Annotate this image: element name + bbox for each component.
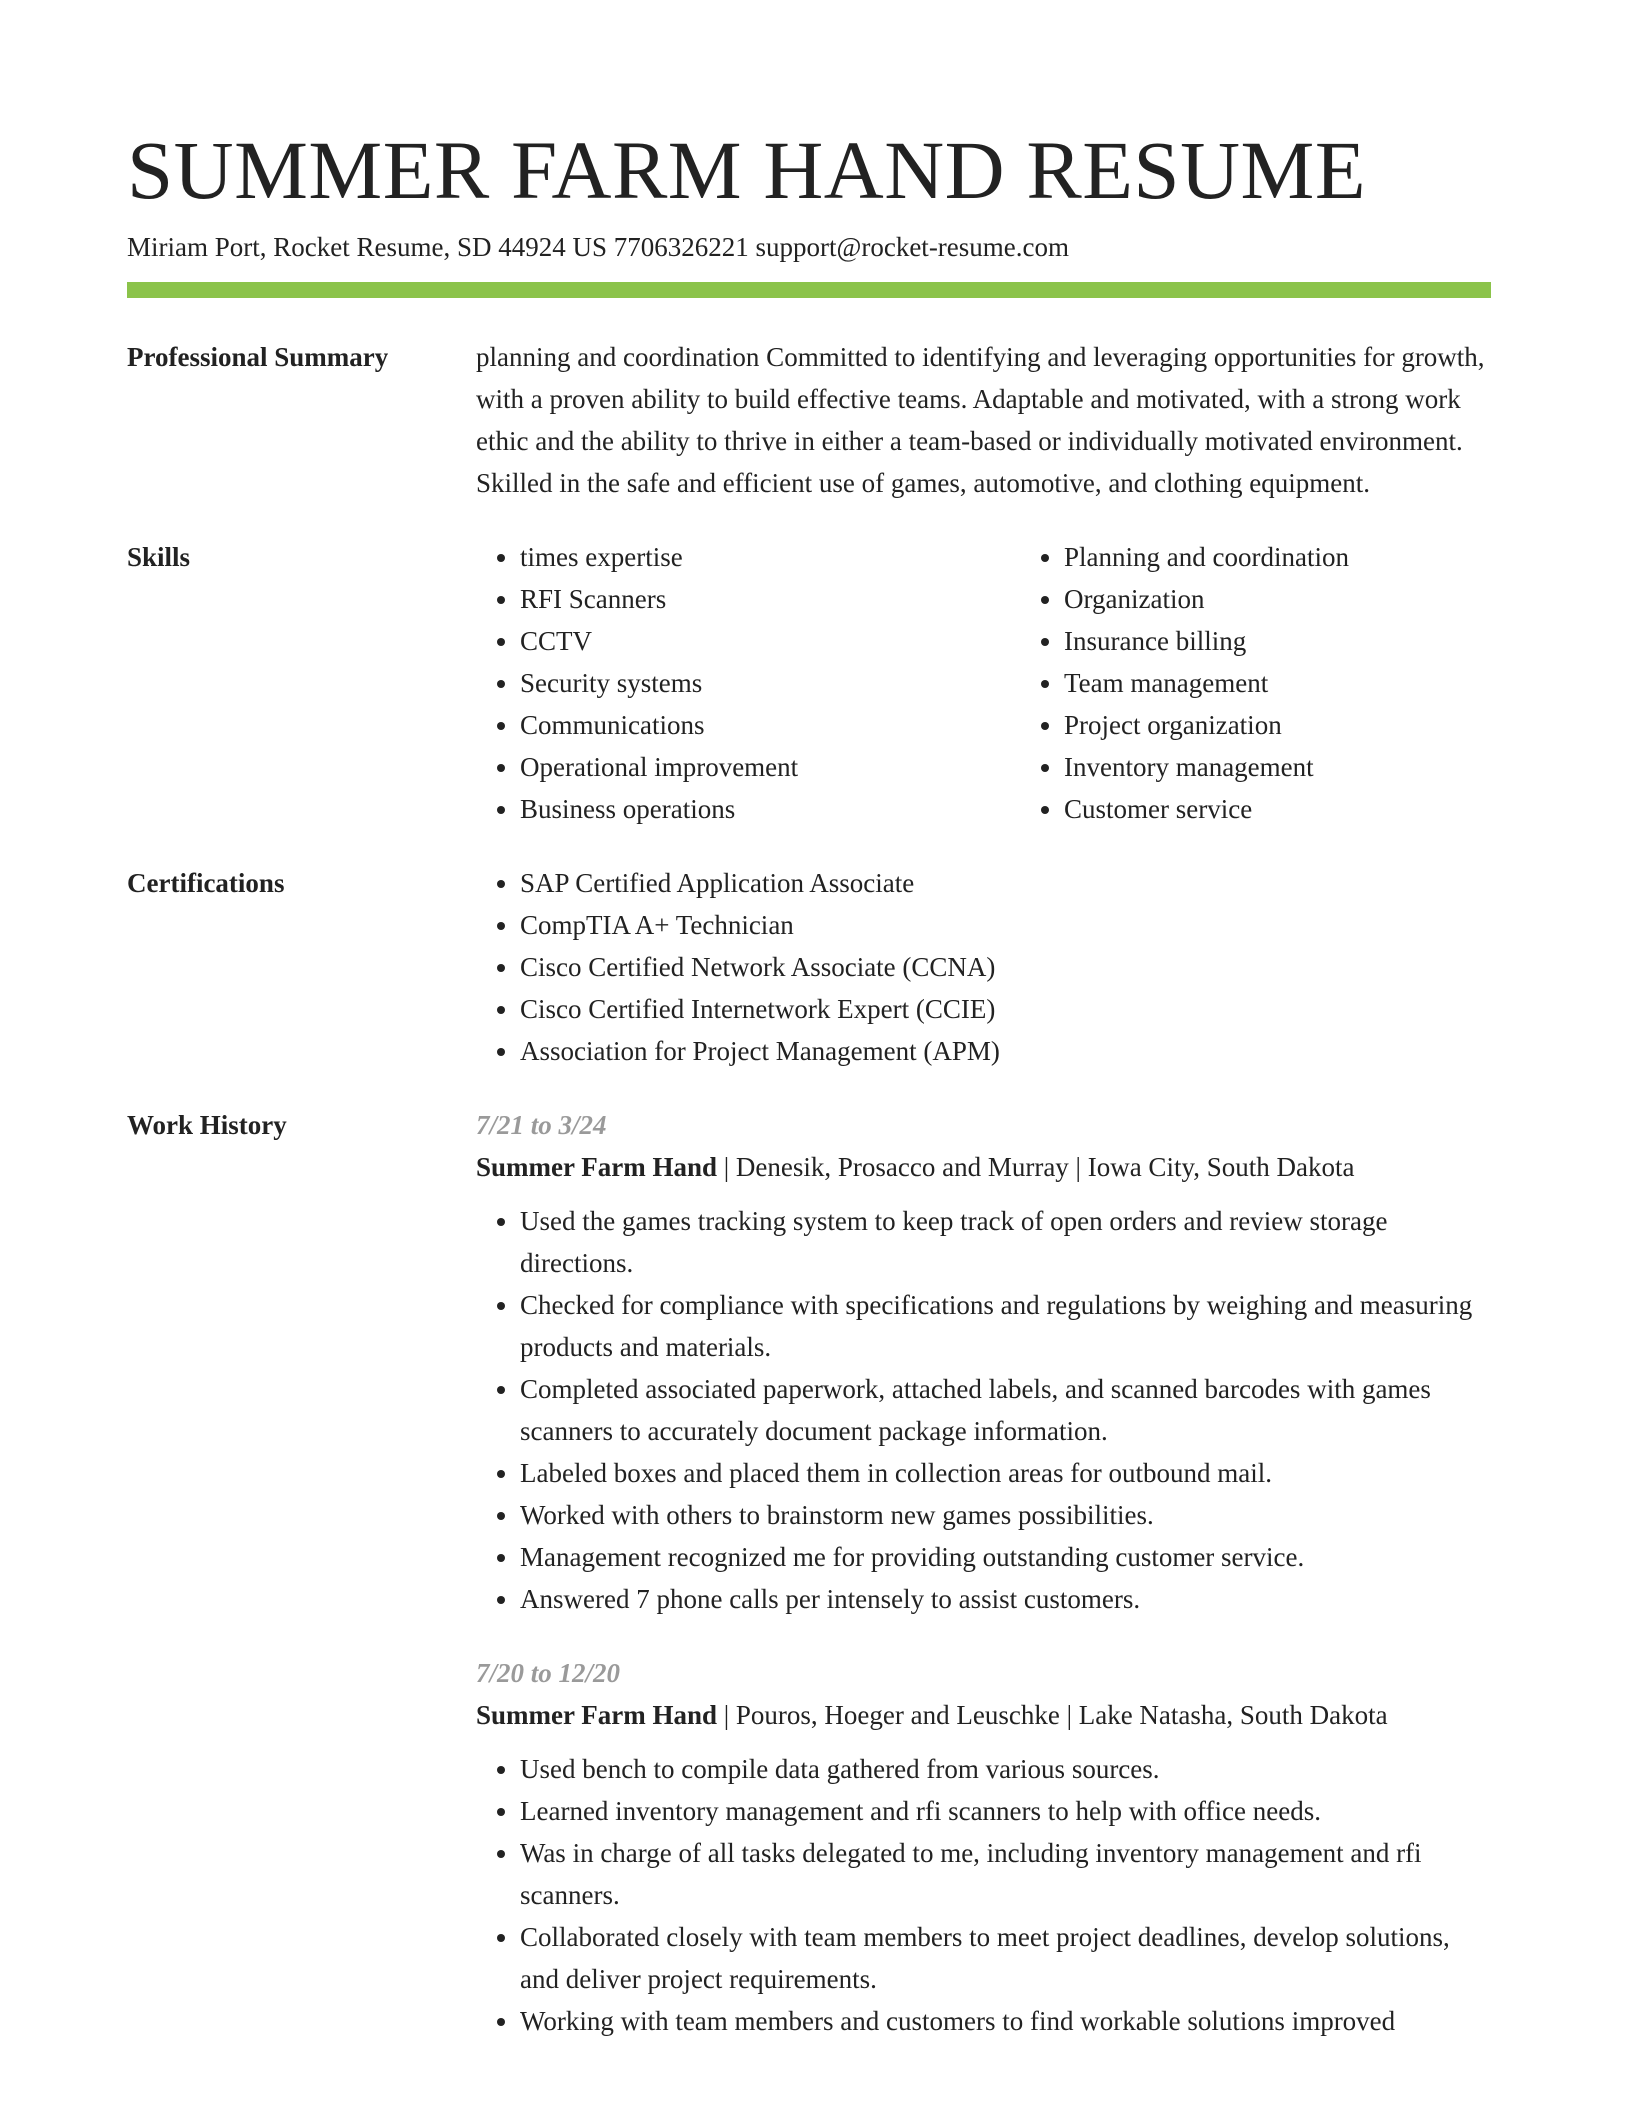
job-bullet: • Completed associated paperwork, attached labels, and scanned barcodes with games scanners to accurately document package information. bbox=[520, 1368, 1491, 1452]
certifications-section bbox=[127, 862, 1491, 1072]
certification-item: • Association for Project Management (APM) bbox=[520, 1030, 1491, 1072]
job-title: Summer Farm Hand bbox=[476, 1700, 717, 1730]
work-history-section bbox=[127, 1104, 1491, 2042]
job-bullet: • Collaborated closely with team members to meet project deadlines, develop solutions, and deliver project requirements. bbox=[520, 1916, 1491, 2000]
job-title-line bbox=[476, 1694, 1491, 1736]
job-bullet: • Used the games tracking system to keep track of open orders and review storage directions. bbox=[520, 1200, 1491, 1284]
job-entry bbox=[476, 1652, 1491, 2042]
job-title-line bbox=[476, 1146, 1491, 1188]
job-bullet: • Working with team members and customers to find workable solutions improved bbox=[520, 2000, 1491, 2042]
job-dates: 7/21 to 3/24 bbox=[476, 1110, 607, 1140]
certification-item: • CompTIA A+ Technician bbox=[520, 904, 1491, 946]
skill-item: • Organization bbox=[1064, 578, 1564, 620]
job-bullets bbox=[476, 1748, 1491, 2042]
certifications-list bbox=[476, 862, 1491, 1072]
job-dates: 7/20 to 12/20 bbox=[476, 1658, 621, 1688]
job-bullets bbox=[476, 1200, 1491, 1620]
skill-item: • Planning and coordination bbox=[1064, 536, 1564, 578]
job-bullet: • Answered 7 phone calls per intensely to assist customers. bbox=[520, 1578, 1491, 1620]
skills-section bbox=[127, 536, 1491, 830]
job-title: Summer Farm Hand bbox=[476, 1152, 717, 1182]
skill-item: • Insurance billing bbox=[1064, 620, 1564, 662]
resume-title: SUMMER FARM HAND RESUME bbox=[127, 124, 1367, 216]
summary-text: planning and coordination Committed to identifying and leveraging opportunities for growth, with a proven ability to build effective teams. Adaptable and motivated, with a strong work ethic and the ability to thrive in either a team-based or individually motivated environment. Skilled in the safe and efficient use of games, automotive, and clothing equipment. bbox=[476, 342, 1485, 498]
job-bullet: • Used bench to compile data gathered from various sources. bbox=[520, 1748, 1491, 1790]
skill-item: • times expertise bbox=[520, 536, 1020, 578]
certification-item: • Cisco Certified Network Associate (CCNA) bbox=[520, 946, 1491, 988]
skill-item: • RFI Scanners bbox=[520, 578, 1020, 620]
skill-item: • Business operations bbox=[520, 788, 1020, 830]
resume-page bbox=[127, 120, 1491, 2042]
section-label-certifications: Certifications bbox=[127, 868, 285, 898]
certification-item: • Cisco Certified Internetwork Expert (CCIE) bbox=[520, 988, 1491, 1030]
skill-item: • Operational improvement bbox=[520, 746, 1020, 788]
section-label-work-history: Work History bbox=[127, 1110, 287, 1140]
skill-item: • Project organization bbox=[1064, 704, 1564, 746]
job-bullet: • Labeled boxes and placed them in collection areas for outbound mail. bbox=[520, 1452, 1491, 1494]
skill-item: • Customer service bbox=[1064, 788, 1564, 830]
job-details: | Denesik, Prosacco and Murray | Iowa City, South Dakota bbox=[717, 1152, 1355, 1182]
job-bullet: • Learned inventory management and rfi scanners to help with office needs. bbox=[520, 1790, 1491, 1832]
skill-item: • Team management bbox=[1064, 662, 1564, 704]
job-bullet: • Management recognized me for providing outstanding customer service. bbox=[520, 1536, 1491, 1578]
skill-item: • Inventory management bbox=[1064, 746, 1564, 788]
job-bullet: • Worked with others to brainstorm new games possibilities. bbox=[520, 1494, 1491, 1536]
skill-item: • Communications bbox=[520, 704, 1020, 746]
skills-list-left bbox=[476, 536, 1020, 830]
contact-line: Miriam Port, Rocket Resume, SD 44924 US 7706326221 support@rocket-resume.com bbox=[127, 232, 1070, 262]
skills-list-right bbox=[1020, 536, 1564, 830]
section-label-skills: Skills bbox=[127, 542, 191, 572]
summary-section bbox=[127, 336, 1491, 504]
accent-divider bbox=[127, 282, 1491, 298]
skill-item: • Security systems bbox=[520, 662, 1020, 704]
job-details: | Pouros, Hoeger and Leuschke | Lake Natasha, South Dakota bbox=[717, 1700, 1388, 1730]
skill-item: • CCTV bbox=[520, 620, 1020, 662]
job-entry bbox=[476, 1104, 1491, 1620]
certification-item: • SAP Certified Application Associate bbox=[520, 862, 1491, 904]
job-bullet: • Checked for compliance with specifications and regulations by weighing and measuring products and materials. bbox=[520, 1284, 1491, 1368]
section-label-summary: Professional Summary bbox=[127, 342, 389, 372]
job-bullet: • Was in charge of all tasks delegated to me, including inventory management and rfi scanners. bbox=[520, 1832, 1491, 1916]
